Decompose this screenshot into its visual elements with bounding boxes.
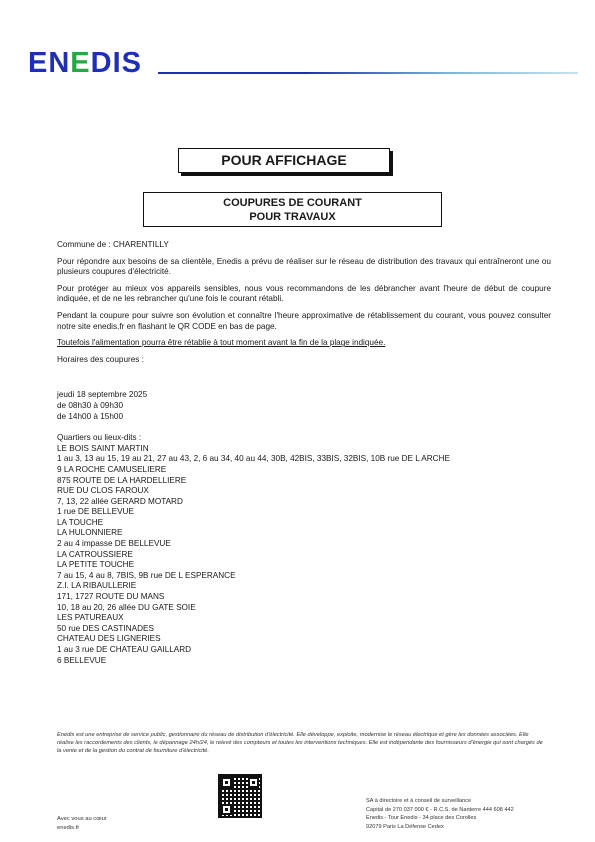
list-item: 171, 1727 ROUTE DU MANS (57, 592, 165, 602)
list-item: LES PATUREAUX (57, 613, 124, 623)
schedule-date: jeudi 18 septembre 2025 (57, 390, 148, 400)
company-info-line: SA à directoire et à conseil de surveillance (366, 798, 472, 804)
list-item: 875 ROUTE DE LA HARDELLIERE (57, 475, 187, 485)
paragraph-tracking: Pendant la coupure pour suivre son évolution et connaître l'heure approximative de rétablissement du courant, vous pouvez consulter notre site enedis.fr en flashant le QR CODE en bas de page. (57, 310, 551, 331)
quartiers-label: Quartiers ou lieux-dits : (57, 433, 142, 443)
list-item: 6 BELLEVUE (57, 655, 107, 665)
list-item: LA CATROUSSIERE (57, 549, 133, 559)
paragraph-protection: Pour protéger au mieux vos appareils sensibles, nous vous recommandons de les débrancher avant l'heure de début de coupure indiquée, et de ne les rebrancher qu'une fois le courant rétabli. (57, 283, 551, 304)
subtitle-line-2: POUR TRAVAUX (249, 211, 336, 223)
commune-label: Commune de : CHARENTILLY (57, 240, 169, 249)
list-item: LE BOIS SAINT MARTIN (57, 443, 149, 453)
list-item: 9 LA ROCHE CAMUSELIERE (57, 464, 167, 474)
legal-notice: Enedis est une entreprise de service public, gestionnaire du réseau de distribution d'électricité. Elle développe, exploite, modernise le réseau électrique et gère les données associées. Elle réalise les raccordements des clients, le dépannage 24h/24, le relevé des compteurs et toutes les interventions techniques. Elle est indépendante des fournisseurs d'énergie qui sont chargés de la vente et de la gestion du contrat de fourniture d'électricité. (57, 732, 543, 754)
list-item: 1 rue DE BELLEVUE (57, 507, 134, 517)
company-info-line: Capital de 270 037 000 € - R.C.S. de Nanterre 444 608 442 (366, 806, 514, 813)
paragraph-intro: Pour répondre aux besoins de sa clientèle, Enedis a prévu de réaliser sur le réseau de distribution des travaux qui entraîneront une ou plusieurs coupures d'électricité. (57, 256, 551, 277)
list-item: 7 au 15, 4 au 8, 7BIS, 9B rue DE L ESPERANCE (57, 570, 236, 580)
qr-code[interactable] (218, 774, 262, 818)
schedule-slot-2: de 14h00 à 15h00 (57, 411, 124, 421)
list-item: 50 rue DES CASTINADES (57, 623, 154, 633)
header-rule (158, 72, 578, 74)
footer-tagline: Avec vous au cœur (57, 816, 107, 822)
footer-website-link[interactable]: enedis.fr (57, 825, 80, 831)
list-item: RUE DU CLOS FAROUX (57, 486, 149, 496)
list-item: 10, 18 au 20, 26 allée DU GATE SOIE (57, 602, 196, 612)
horaires-label: Horaires des coupures : (57, 354, 144, 364)
list-item: 7, 13, 22 allée GERARD MOTARD (57, 496, 183, 506)
list-item: 2 au 4 impasse DE BELLEVUE (57, 539, 171, 549)
notice-body (57, 240, 551, 666)
page-title: POUR AFFICHAGE (178, 148, 390, 173)
list-item: LA TOUCHE (57, 517, 104, 527)
subtitle-box (143, 192, 442, 227)
schedule-slot-1: de 08h30 à 09h30 (57, 400, 124, 410)
footer-company-info (366, 797, 566, 831)
list-item: LA HULONNIERE (57, 528, 123, 538)
company-info-line: Enedis - Tour Enedis - 34 place des Corolles (366, 815, 477, 822)
footer-left (57, 815, 107, 833)
list-item: Z.I. LA RIBAULLERIE (57, 581, 137, 591)
list-item: 1 au 3, 13 au 15, 19 au 21, 27 au 43, 2, 6 au 34, 40 au 44, 30B, 42BIS, 33BIS, 32BIS, 10B rue DE L ARCHE (57, 454, 450, 464)
list-item: CHATEAU DES LIGNERIES (57, 634, 161, 644)
enedis-logo: ENEDIS (28, 47, 142, 79)
list-item: LA PETITE TOUCHE (57, 560, 135, 570)
quartiers-list (57, 444, 551, 666)
subtitle-line-1: COUPURES DE COURANT (223, 197, 362, 209)
list-item: 1 au 3 rue DE CHATEAU GAILLARD (57, 645, 192, 654)
company-info-line: 92079 Paris La Défense Cedex (366, 823, 444, 830)
warning-text: Toutefois l'alimentation pourra être rétablie à tout moment avant la fin de la plage indiquée. (57, 338, 386, 348)
